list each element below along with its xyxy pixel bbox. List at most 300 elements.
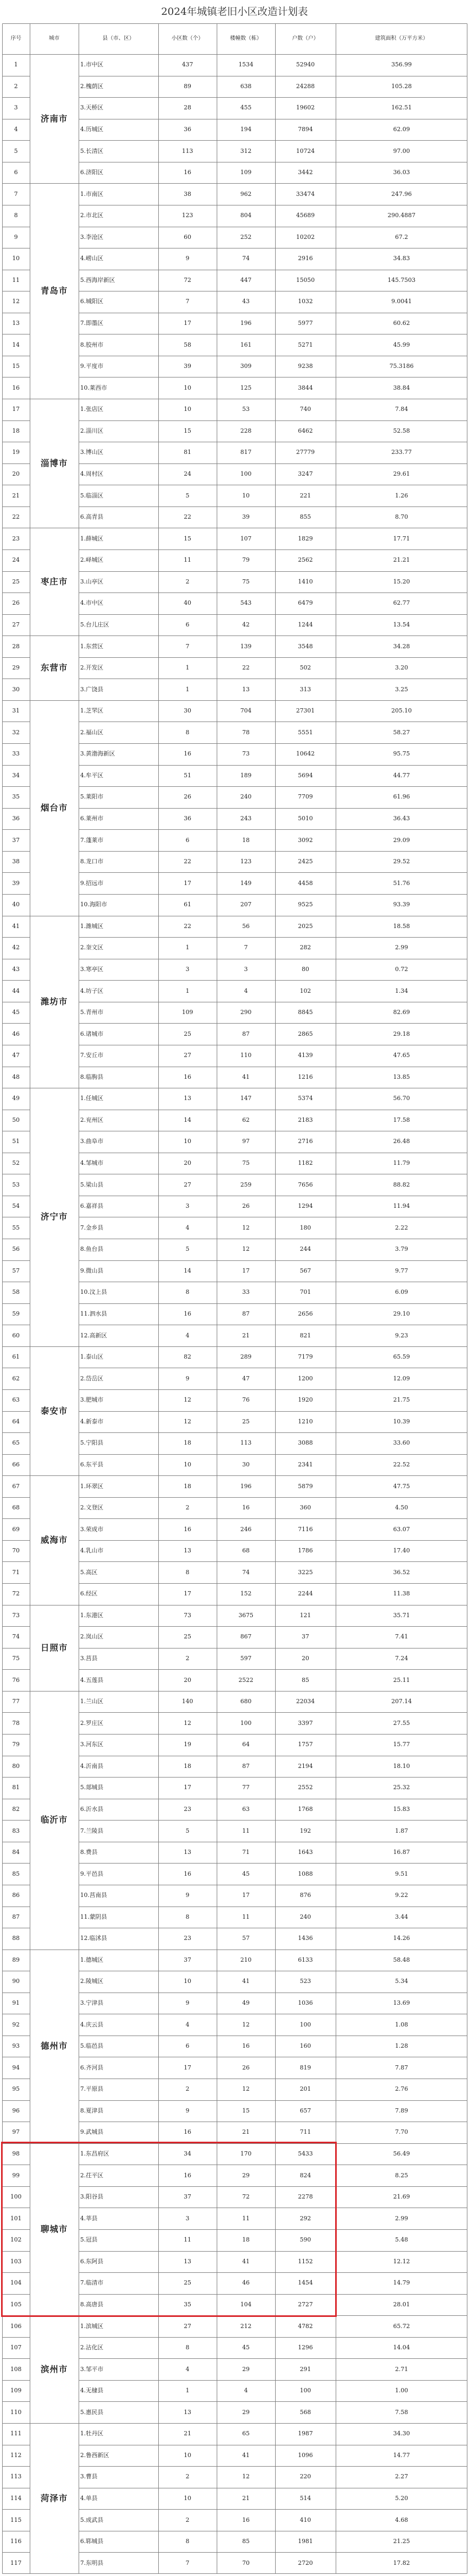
cell-floor-area: 5.20 — [395, 2495, 408, 2502]
cell-county: 6.齐河县 — [80, 2064, 104, 2071]
cell-community-count: 7 — [185, 642, 190, 650]
cell-floor-area: 4.50 — [395, 1504, 408, 1512]
cell-index: 92 — [12, 2021, 20, 2028]
cell-building-count: 41 — [242, 1978, 250, 1985]
cell-floor-area: 145.7503 — [387, 276, 416, 284]
cell-index: 84 — [12, 1849, 20, 1856]
cell-county: 5.西海岸新区 — [80, 276, 115, 284]
cell-county: 4.莘县 — [80, 2214, 98, 2222]
cell-community-count: 1 — [185, 664, 190, 672]
cell-floor-area: 205.10 — [391, 707, 412, 715]
cell-household-count: 37 — [302, 1633, 309, 1641]
cell-building-count: 447 — [240, 276, 252, 284]
city-name: 聊城市 — [40, 2223, 68, 2234]
cell-household-count: 1152 — [298, 2257, 313, 2265]
cell-floor-area: 56.70 — [393, 1095, 410, 1102]
cell-county: 8.夏津县 — [80, 2107, 104, 2114]
cell-floor-area: 5.34 — [395, 1978, 408, 1985]
cell-floor-area: 29.10 — [393, 1310, 410, 1317]
city-name: 青岛市 — [40, 286, 68, 296]
cell-household-count: 3397 — [298, 1719, 313, 1727]
cell-community-count: 72 — [184, 276, 191, 284]
cell-building-count: 75 — [242, 1160, 250, 1167]
cell-index: 76 — [12, 1676, 20, 1684]
cell-household-count: 102 — [300, 987, 311, 994]
cell-building-count: 680 — [240, 1698, 252, 1705]
cell-community-count: 2 — [185, 2473, 190, 2480]
cell-county: 7.兰陵县 — [80, 1827, 104, 1834]
cell-community-count: 14 — [184, 1116, 191, 1123]
cell-building-count: 18 — [242, 2236, 250, 2244]
cell-building-count: 240 — [240, 793, 252, 801]
cell-community-count: 16 — [184, 750, 191, 758]
cell-floor-area: 29.18 — [393, 1030, 410, 1037]
cell-floor-area: 11.79 — [393, 1160, 410, 1167]
header-county: 县（市、区） — [103, 36, 134, 41]
cell-floor-area: 207.14 — [391, 1698, 412, 1705]
cell-county: 3.莒县 — [80, 1655, 98, 1662]
cell-household-count: 2720 — [298, 2559, 313, 2566]
cell-household-count: 4139 — [298, 1052, 313, 1059]
cell-community-count: 3 — [185, 2214, 190, 2222]
cell-index: 104 — [10, 2279, 22, 2287]
cell-community-count: 1 — [185, 685, 190, 693]
cell-floor-area: 29.09 — [393, 836, 410, 844]
cell-building-count: 194 — [240, 125, 252, 133]
cell-county: 10.海阳市 — [80, 901, 107, 908]
cell-building-count: 64 — [242, 1741, 250, 1748]
cell-index: 82 — [12, 1805, 20, 1813]
cell-index: 43 — [12, 965, 20, 973]
cell-index: 50 — [12, 1116, 20, 1123]
cell-county: 3.肥城市 — [80, 1396, 104, 1404]
cell-household-count: 2425 — [298, 858, 313, 865]
cell-household-count: 292 — [300, 2214, 311, 2222]
cell-household-count: 711 — [300, 2128, 311, 2136]
cell-household-count: 6462 — [298, 427, 313, 434]
cell-index: 36 — [12, 815, 20, 822]
cell-county: 1.市中区 — [80, 61, 104, 68]
cell-county: 6.嘉祥县 — [80, 1203, 104, 1210]
cell-floor-area: 2.22 — [395, 1224, 408, 1231]
cell-community-count: 2 — [185, 2516, 190, 2523]
cell-floor-area: 45.99 — [393, 341, 410, 348]
cell-community-count: 61 — [184, 901, 191, 908]
cell-county: 11.蒙阴县 — [80, 1913, 107, 1920]
cell-household-count: 6133 — [298, 1956, 313, 1963]
cell-community-count: 13 — [184, 1849, 191, 1856]
cell-household-count: 6479 — [298, 599, 313, 607]
cell-floor-area: 17.82 — [393, 2559, 410, 2566]
cell-community-count: 10 — [184, 384, 191, 391]
cell-floor-area: 3.44 — [395, 1913, 408, 1920]
cell-building-count: 70 — [242, 2559, 250, 2566]
cell-community-count: 2 — [185, 578, 190, 585]
cell-building-count: 100 — [240, 1719, 252, 1727]
cell-building-count: 22 — [242, 664, 250, 672]
cell-building-count: 21 — [242, 1332, 250, 1339]
cell-index: 55 — [12, 1224, 20, 1231]
cell-index: 39 — [12, 879, 20, 887]
cell-household-count: 4782 — [298, 2322, 313, 2330]
cell-community-count: 10 — [184, 1461, 191, 1468]
cell-floor-area: 7.58 — [395, 2408, 408, 2416]
cell-index: 6 — [14, 169, 18, 176]
cell-floor-area: 10.39 — [393, 1418, 410, 1425]
cell-county: 2.罗庄区 — [80, 1719, 104, 1727]
cell-household-count: 657 — [300, 2107, 311, 2114]
cell-county: 12.高新区 — [80, 1332, 107, 1339]
cell-building-count: 152 — [240, 1590, 252, 1598]
cell-index: 8 — [14, 212, 18, 219]
cell-community-count: 15 — [184, 427, 191, 434]
cell-community-count: 1 — [185, 2387, 190, 2394]
cell-household-count: 2194 — [298, 1762, 313, 1770]
cell-household-count: 1768 — [298, 1805, 313, 1813]
cell-household-count: 100 — [300, 2021, 311, 2028]
cell-community-count: 73 — [184, 1611, 191, 1619]
cell-floor-area: 13.85 — [393, 1073, 410, 1080]
cell-index: 93 — [12, 2042, 20, 2050]
cell-community-count: 30 — [184, 707, 191, 715]
cell-building-count: 4 — [244, 987, 248, 994]
cell-community-count: 35 — [184, 2300, 191, 2308]
cell-building-count: 12 — [242, 1246, 250, 1253]
cell-household-count: 27779 — [296, 449, 315, 456]
cell-household-count: 876 — [300, 1892, 311, 1899]
cell-household-count: 3092 — [298, 836, 313, 844]
cell-floor-area: 34.30 — [393, 2430, 410, 2437]
cell-index: 29 — [12, 664, 20, 672]
cell-floor-area: 1.34 — [395, 987, 408, 994]
cell-household-count: 7894 — [298, 125, 313, 133]
cell-community-count: 113 — [182, 147, 193, 154]
cell-community-count: 23 — [184, 1805, 191, 1813]
cell-floor-area: 58.48 — [393, 1956, 410, 1963]
cell-index: 41 — [12, 922, 20, 930]
cell-floor-area: 15.77 — [393, 1741, 410, 1748]
cell-community-count: 123 — [182, 212, 193, 219]
cell-floor-area: 33.60 — [393, 1439, 410, 1447]
cell-floor-area: 88.82 — [393, 1181, 410, 1188]
cell-household-count: 160 — [300, 2042, 311, 2050]
cell-household-count: 192 — [300, 1827, 311, 1834]
cell-floor-area: 15.83 — [393, 1805, 410, 1813]
cell-index: 77 — [12, 1698, 20, 1705]
cell-floor-area: 3.25 — [395, 685, 408, 693]
cell-county: 4.历城区 — [80, 125, 104, 133]
cell-county: 5.梁山县 — [80, 1181, 104, 1188]
cell-index: 12 — [12, 298, 20, 305]
cell-index: 78 — [12, 1719, 20, 1727]
cell-floor-area: 2.71 — [395, 2365, 408, 2373]
cell-community-count: 6 — [185, 2042, 190, 2050]
cell-floor-area: 12.09 — [393, 1375, 410, 1382]
cell-floor-area: 7.89 — [395, 2107, 408, 2114]
cell-household-count: 568 — [300, 2408, 311, 2416]
cell-community-count: 18 — [184, 1762, 191, 1770]
cell-index: 35 — [12, 793, 20, 801]
cell-index: 54 — [12, 1203, 20, 1210]
city-name: 德州市 — [40, 2041, 68, 2051]
cell-county: 8.高唐县 — [80, 2300, 104, 2308]
cell-floor-area: 1.87 — [395, 1827, 408, 1834]
cell-building-count: 62 — [242, 1116, 250, 1123]
cell-household-count: 1757 — [298, 1741, 313, 1748]
cell-county: 7.蓬莱市 — [80, 836, 104, 844]
cell-floor-area: 22.52 — [393, 1461, 410, 1468]
cell-household-count: 10202 — [296, 233, 315, 241]
cell-building-count: 228 — [240, 427, 252, 434]
cell-building-count: 41 — [242, 2451, 250, 2459]
cell-household-count: 7179 — [298, 1353, 313, 1361]
cell-county: 3.黄渤海新区 — [80, 750, 115, 758]
cell-building-count: 17 — [242, 1892, 250, 1899]
cell-household-count: 313 — [300, 685, 311, 693]
cell-county: 5.青州市 — [80, 1009, 104, 1016]
cell-index: 34 — [12, 771, 20, 779]
cell-community-count: 17 — [184, 1784, 191, 1791]
cell-floor-area: 11.38 — [393, 1590, 410, 1598]
cell-index: 66 — [12, 1461, 20, 1468]
cell-index: 44 — [12, 987, 20, 994]
cell-building-count: 33 — [242, 1289, 250, 1296]
cell-household-count: 5433 — [298, 2150, 313, 2157]
cell-building-count: 597 — [240, 1655, 252, 1662]
cell-community-count: 11 — [184, 2236, 191, 2244]
cell-household-count: 5694 — [298, 771, 313, 779]
cell-community-count: 60 — [184, 233, 191, 241]
cell-county: 10.莒南县 — [80, 1892, 107, 1899]
cell-county: 5.郯城县 — [80, 1784, 104, 1791]
cell-index: 107 — [10, 2344, 22, 2351]
cell-index: 38 — [12, 858, 20, 865]
cell-community-count: 7 — [185, 298, 190, 305]
cell-index: 31 — [12, 707, 20, 715]
cell-building-count: 77 — [242, 1784, 250, 1791]
cell-building-count: 29 — [242, 2171, 250, 2179]
cell-household-count: 523 — [300, 1978, 311, 1985]
cell-index: 51 — [12, 1138, 20, 1145]
cell-building-count: 13 — [242, 685, 250, 693]
cell-index: 1 — [14, 61, 18, 68]
cell-county: 4.沂南县 — [80, 1762, 104, 1770]
cell-household-count: 45689 — [296, 212, 315, 219]
cell-building-count: 123 — [240, 858, 252, 865]
cell-household-count: 2916 — [298, 255, 313, 262]
cell-household-count: 1454 — [298, 2279, 313, 2287]
cell-community-count: 89 — [184, 82, 191, 90]
cell-index: 18 — [12, 427, 20, 434]
cell-floor-area: 27.55 — [393, 1719, 410, 1727]
cell-household-count: 9238 — [298, 363, 313, 370]
cell-household-count: 360 — [300, 1504, 311, 1512]
cell-community-count: 20 — [184, 1160, 191, 1167]
cell-floor-area: 28.01 — [393, 2300, 410, 2308]
cell-floor-area: 61.96 — [393, 793, 410, 801]
cell-building-count: 455 — [240, 104, 252, 111]
cell-community-count: 2 — [185, 1504, 190, 1512]
cell-community-count: 4 — [185, 1224, 190, 1231]
cell-index: 13 — [12, 320, 20, 327]
cell-building-count: 189 — [240, 771, 252, 779]
cell-county: 1.德城区 — [80, 1956, 104, 1963]
cell-household-count: 121 — [300, 1611, 311, 1619]
cell-floor-area: 63.07 — [393, 1525, 410, 1533]
cell-household-count: 1296 — [298, 2344, 313, 2351]
cell-floor-area: 35.71 — [393, 1611, 410, 1619]
cell-building-count: 290 — [240, 1009, 252, 1016]
cell-floor-area: 9.51 — [395, 1870, 408, 1877]
cell-household-count: 10724 — [296, 147, 315, 154]
cell-community-count: 10 — [184, 406, 191, 413]
cell-index: 9 — [14, 233, 18, 241]
cell-county: 2.茌平区 — [80, 2171, 104, 2179]
cell-index: 57 — [12, 1267, 20, 1274]
cell-household-count: 1294 — [298, 1203, 313, 1210]
renovation-plan-table — [2, 23, 467, 2574]
cell-community-count: 3 — [185, 965, 190, 973]
cell-floor-area: 2.99 — [395, 2214, 408, 2222]
cell-household-count: 5879 — [298, 1482, 313, 1490]
cell-building-count: 75 — [242, 578, 250, 585]
cell-floor-area: 25.32 — [393, 1784, 410, 1791]
cell-community-count: 8 — [185, 1913, 190, 1920]
cell-county: 10.莱西市 — [80, 384, 107, 391]
cell-building-count: 11 — [242, 2214, 250, 2222]
cell-county: 1.任城区 — [80, 1095, 104, 1102]
cell-household-count: 201 — [300, 2085, 311, 2093]
cell-community-count: 34 — [184, 2150, 191, 2157]
cell-county: 4.坊子区 — [80, 987, 104, 994]
cell-building-count: 12 — [242, 2085, 250, 2093]
cell-index: 3 — [14, 104, 18, 111]
cell-index: 95 — [12, 2085, 20, 2093]
cell-building-count: 47 — [242, 1375, 250, 1382]
city-name: 烟台市 — [40, 802, 68, 813]
cell-community-count: 6 — [185, 836, 190, 844]
cell-index: 105 — [10, 2300, 22, 2308]
cell-building-count: 12 — [242, 2021, 250, 2028]
cell-community-count: 13 — [184, 1095, 191, 1102]
cell-county: 6.东平县 — [80, 1461, 104, 1468]
cell-county: 3.天桥区 — [80, 104, 104, 111]
cell-county: 6.沂水县 — [80, 1805, 104, 1813]
cell-floor-area: 21.75 — [393, 1396, 410, 1404]
cell-index: 49 — [12, 1095, 20, 1102]
cell-building-count: 73 — [242, 750, 250, 758]
cell-index: 72 — [12, 1590, 20, 1598]
cell-county: 4.邹城市 — [80, 1160, 104, 1167]
cell-floor-area: 21.25 — [393, 2538, 410, 2545]
cell-index: 52 — [12, 1160, 20, 1167]
cell-building-count: 26 — [242, 2064, 250, 2071]
cell-floor-area: 356.99 — [391, 61, 412, 68]
cell-building-count: 74 — [242, 255, 250, 262]
cell-household-count: 3247 — [298, 470, 313, 477]
cell-household-count: 85 — [302, 1676, 309, 1684]
cell-index: 85 — [12, 1870, 20, 1877]
cell-county: 1.芝罘区 — [80, 707, 104, 715]
cell-county: 9.武城县 — [80, 2128, 104, 2136]
cell-building-count: 161 — [240, 341, 252, 348]
cell-building-count: 57 — [242, 1935, 250, 1942]
cell-community-count: 36 — [184, 815, 191, 822]
cell-building-count: 71 — [242, 1849, 250, 1856]
cell-floor-area: 56.49 — [393, 2150, 410, 2157]
cell-index: 83 — [12, 1827, 20, 1834]
cell-index: 17 — [12, 406, 20, 413]
cell-index: 65 — [12, 1439, 20, 1447]
cell-building-count: 110 — [240, 1052, 252, 1059]
cell-index: 102 — [10, 2236, 22, 2244]
cell-community-count: 82 — [184, 1353, 191, 1361]
cell-community-count: 7 — [185, 2559, 190, 2566]
cell-building-count: 109 — [240, 169, 252, 176]
cell-county: 2.开发区 — [80, 664, 104, 672]
cell-household-count: 220 — [300, 2473, 311, 2480]
cell-household-count: 1088 — [298, 1870, 313, 1877]
cell-floor-area: 5.48 — [395, 2236, 408, 2244]
cell-building-count: 21 — [242, 2495, 250, 2502]
cell-community-count: 17 — [184, 2064, 191, 2071]
cell-community-count: 16 — [184, 1870, 191, 1877]
cell-community-count: 11 — [184, 556, 191, 564]
city-name: 临沂市 — [40, 1815, 68, 1825]
cell-index: 47 — [12, 1052, 20, 1059]
cell-index: 45 — [12, 1009, 20, 1016]
cell-household-count: 7709 — [298, 793, 313, 801]
cell-index: 90 — [12, 1978, 20, 1985]
cell-building-count: 804 — [240, 212, 252, 219]
cell-community-count: 5 — [185, 1827, 190, 1834]
cell-county: 8.鱼台县 — [80, 1246, 104, 1253]
cell-floor-area: 29.52 — [393, 858, 410, 865]
cell-household-count: 33474 — [296, 190, 315, 198]
cell-county: 5.台儿庄区 — [80, 621, 109, 628]
cell-index: 21 — [12, 492, 20, 499]
cell-index: 10 — [12, 255, 20, 262]
cell-floor-area: 14.04 — [393, 2344, 410, 2351]
cell-household-count: 819 — [300, 2064, 311, 2071]
cell-county: 2.文登区 — [80, 1504, 104, 1512]
cell-household-count: 5374 — [298, 1095, 313, 1102]
header-community-count: 小区数（个） — [172, 36, 203, 41]
cell-index: 89 — [12, 1956, 20, 1963]
cell-floor-area: 290.4887 — [387, 212, 416, 219]
cell-building-count: 246 — [240, 1525, 252, 1533]
cell-index: 86 — [12, 1892, 20, 1899]
cell-building-count: 638 — [240, 82, 252, 90]
cell-index: 116 — [10, 2538, 22, 2545]
cell-floor-area: 2.76 — [395, 2085, 408, 2093]
cell-index: 33 — [12, 750, 20, 758]
cell-county: 3.河东区 — [80, 1741, 104, 1748]
cell-building-count: 65 — [242, 2430, 250, 2437]
cell-county: 4.单县 — [80, 2495, 98, 2502]
cell-community-count: 28 — [184, 104, 191, 111]
cell-building-count: 3675 — [238, 1611, 253, 1619]
cell-building-count: 12 — [242, 1224, 250, 1231]
cell-community-count: 25 — [184, 1633, 191, 1641]
cell-floor-area: 34.28 — [393, 642, 410, 650]
cell-index: 26 — [12, 599, 20, 607]
cell-building-count: 196 — [240, 1482, 252, 1490]
cell-county: 1.东港区 — [80, 1611, 104, 1619]
cell-county: 4.乳山市 — [80, 1547, 104, 1555]
cell-building-count: 11 — [242, 1913, 250, 1920]
cell-community-count: 2 — [185, 2085, 190, 2093]
